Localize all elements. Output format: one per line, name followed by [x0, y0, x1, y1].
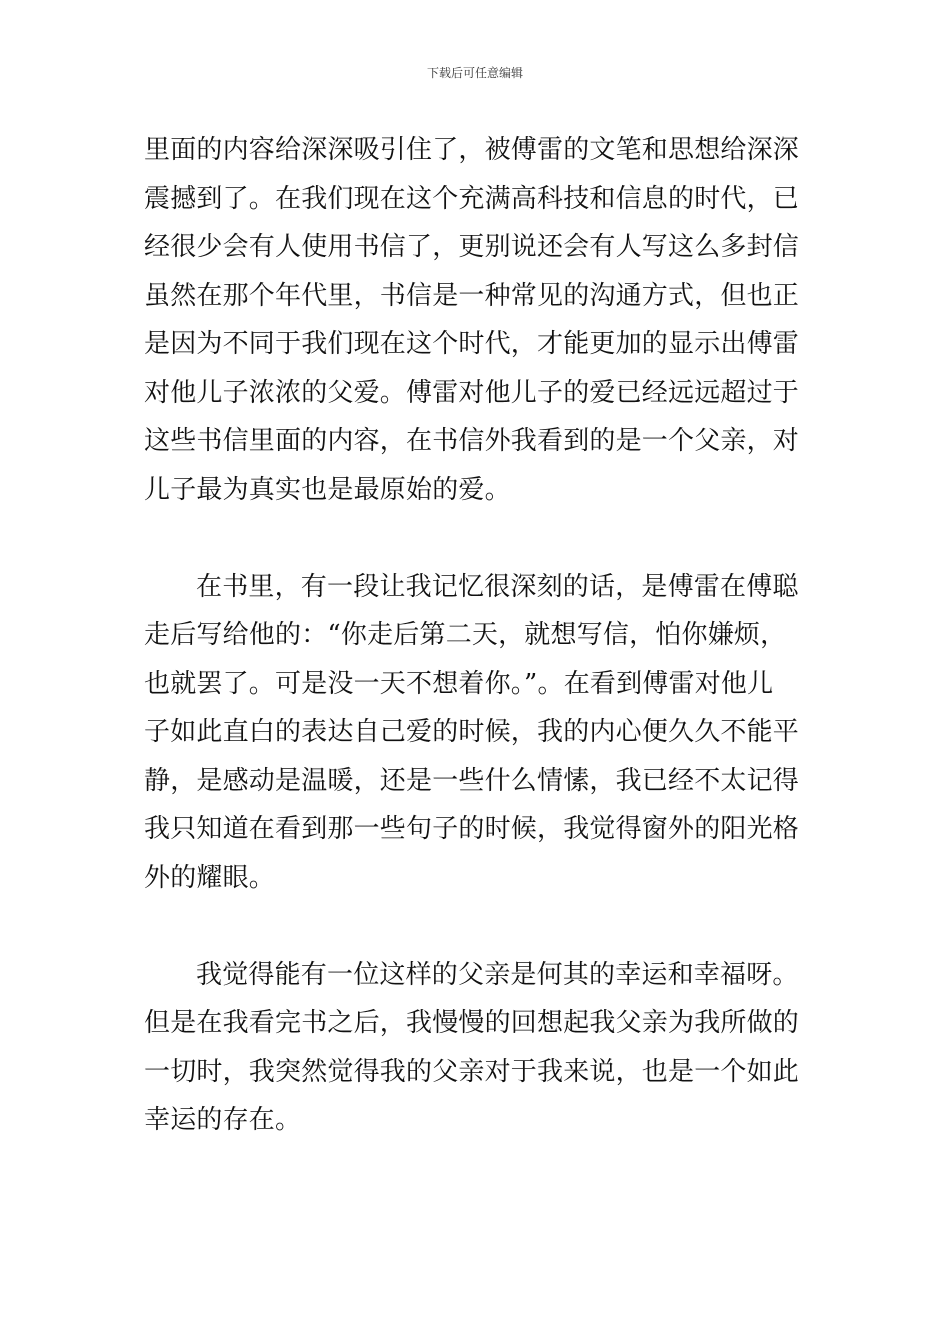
document-body [144, 126, 808, 1145]
text-line: 在书里，有一段让我记忆很深刻的话，是傅雷在傅聪 [196, 571, 799, 602]
text-line: 虽然在那个年代里，书信是一种常见的沟通方式，但也正 [144, 280, 800, 311]
text-line: 也就罢了。可是没一天不想着你。”。在看到傅雷对他儿 [144, 668, 774, 699]
paragraph-spacer [144, 902, 808, 951]
paragraph-spacer [144, 514, 808, 563]
paragraph-2 [144, 563, 808, 903]
text-line: 是因为不同于我们现在这个时代，才能更加的显示出傅雷 [144, 329, 800, 359]
text-line: 经很少会有人使用书信了，更别说还会有人写这么多封信 [144, 232, 800, 262]
text-line: 外的耀眼。 [144, 862, 276, 893]
text-line: 但是在我看完书之后，我慢慢的回想起我父亲为我所做的 [144, 1008, 800, 1038]
text-line: 震撼到了。在我们现在这个充满高科技和信息的时代，已 [144, 183, 800, 214]
text-line: 对他儿子浓浓的父爱。傅雷对他儿子的爱已经远远超过于 [144, 377, 800, 408]
text-line: 幸运的存在。 [144, 1105, 302, 1135]
page-header: 下载后可任意编辑 [426, 66, 523, 80]
text-line: 我只知道在看到那一些句子的时候，我觉得窗外的阳光格 [144, 814, 800, 844]
text-line: 里面的内容给深深吸引住了，被傅雷的文笔和思想给深深 [144, 135, 800, 165]
paragraph-1 [144, 126, 808, 514]
text-line: 静，是感动是温暖，还是一些什么情愫，我已经不太记得 [144, 765, 800, 796]
text-line: 我觉得能有一位这样的父亲是何其的幸运和幸福呀。 [196, 959, 799, 990]
text-line: 儿子最为真实也是最原始的爱。 [144, 474, 511, 505]
text-line: 这些书信里面的内容，在书信外我看到的是一个父亲，对 [144, 426, 800, 456]
text-line: 走后写给他的：“你走后第二天，就想写信，怕你嫌烦， [144, 620, 787, 650]
paragraph-3 [144, 951, 808, 1145]
text-line: 子如此直白的表达自己爱的时候，我的内心便久久不能平 [144, 717, 800, 747]
text-line: 一切时，我突然觉得我的父亲对于我来说，也是一个如此 [144, 1056, 800, 1087]
